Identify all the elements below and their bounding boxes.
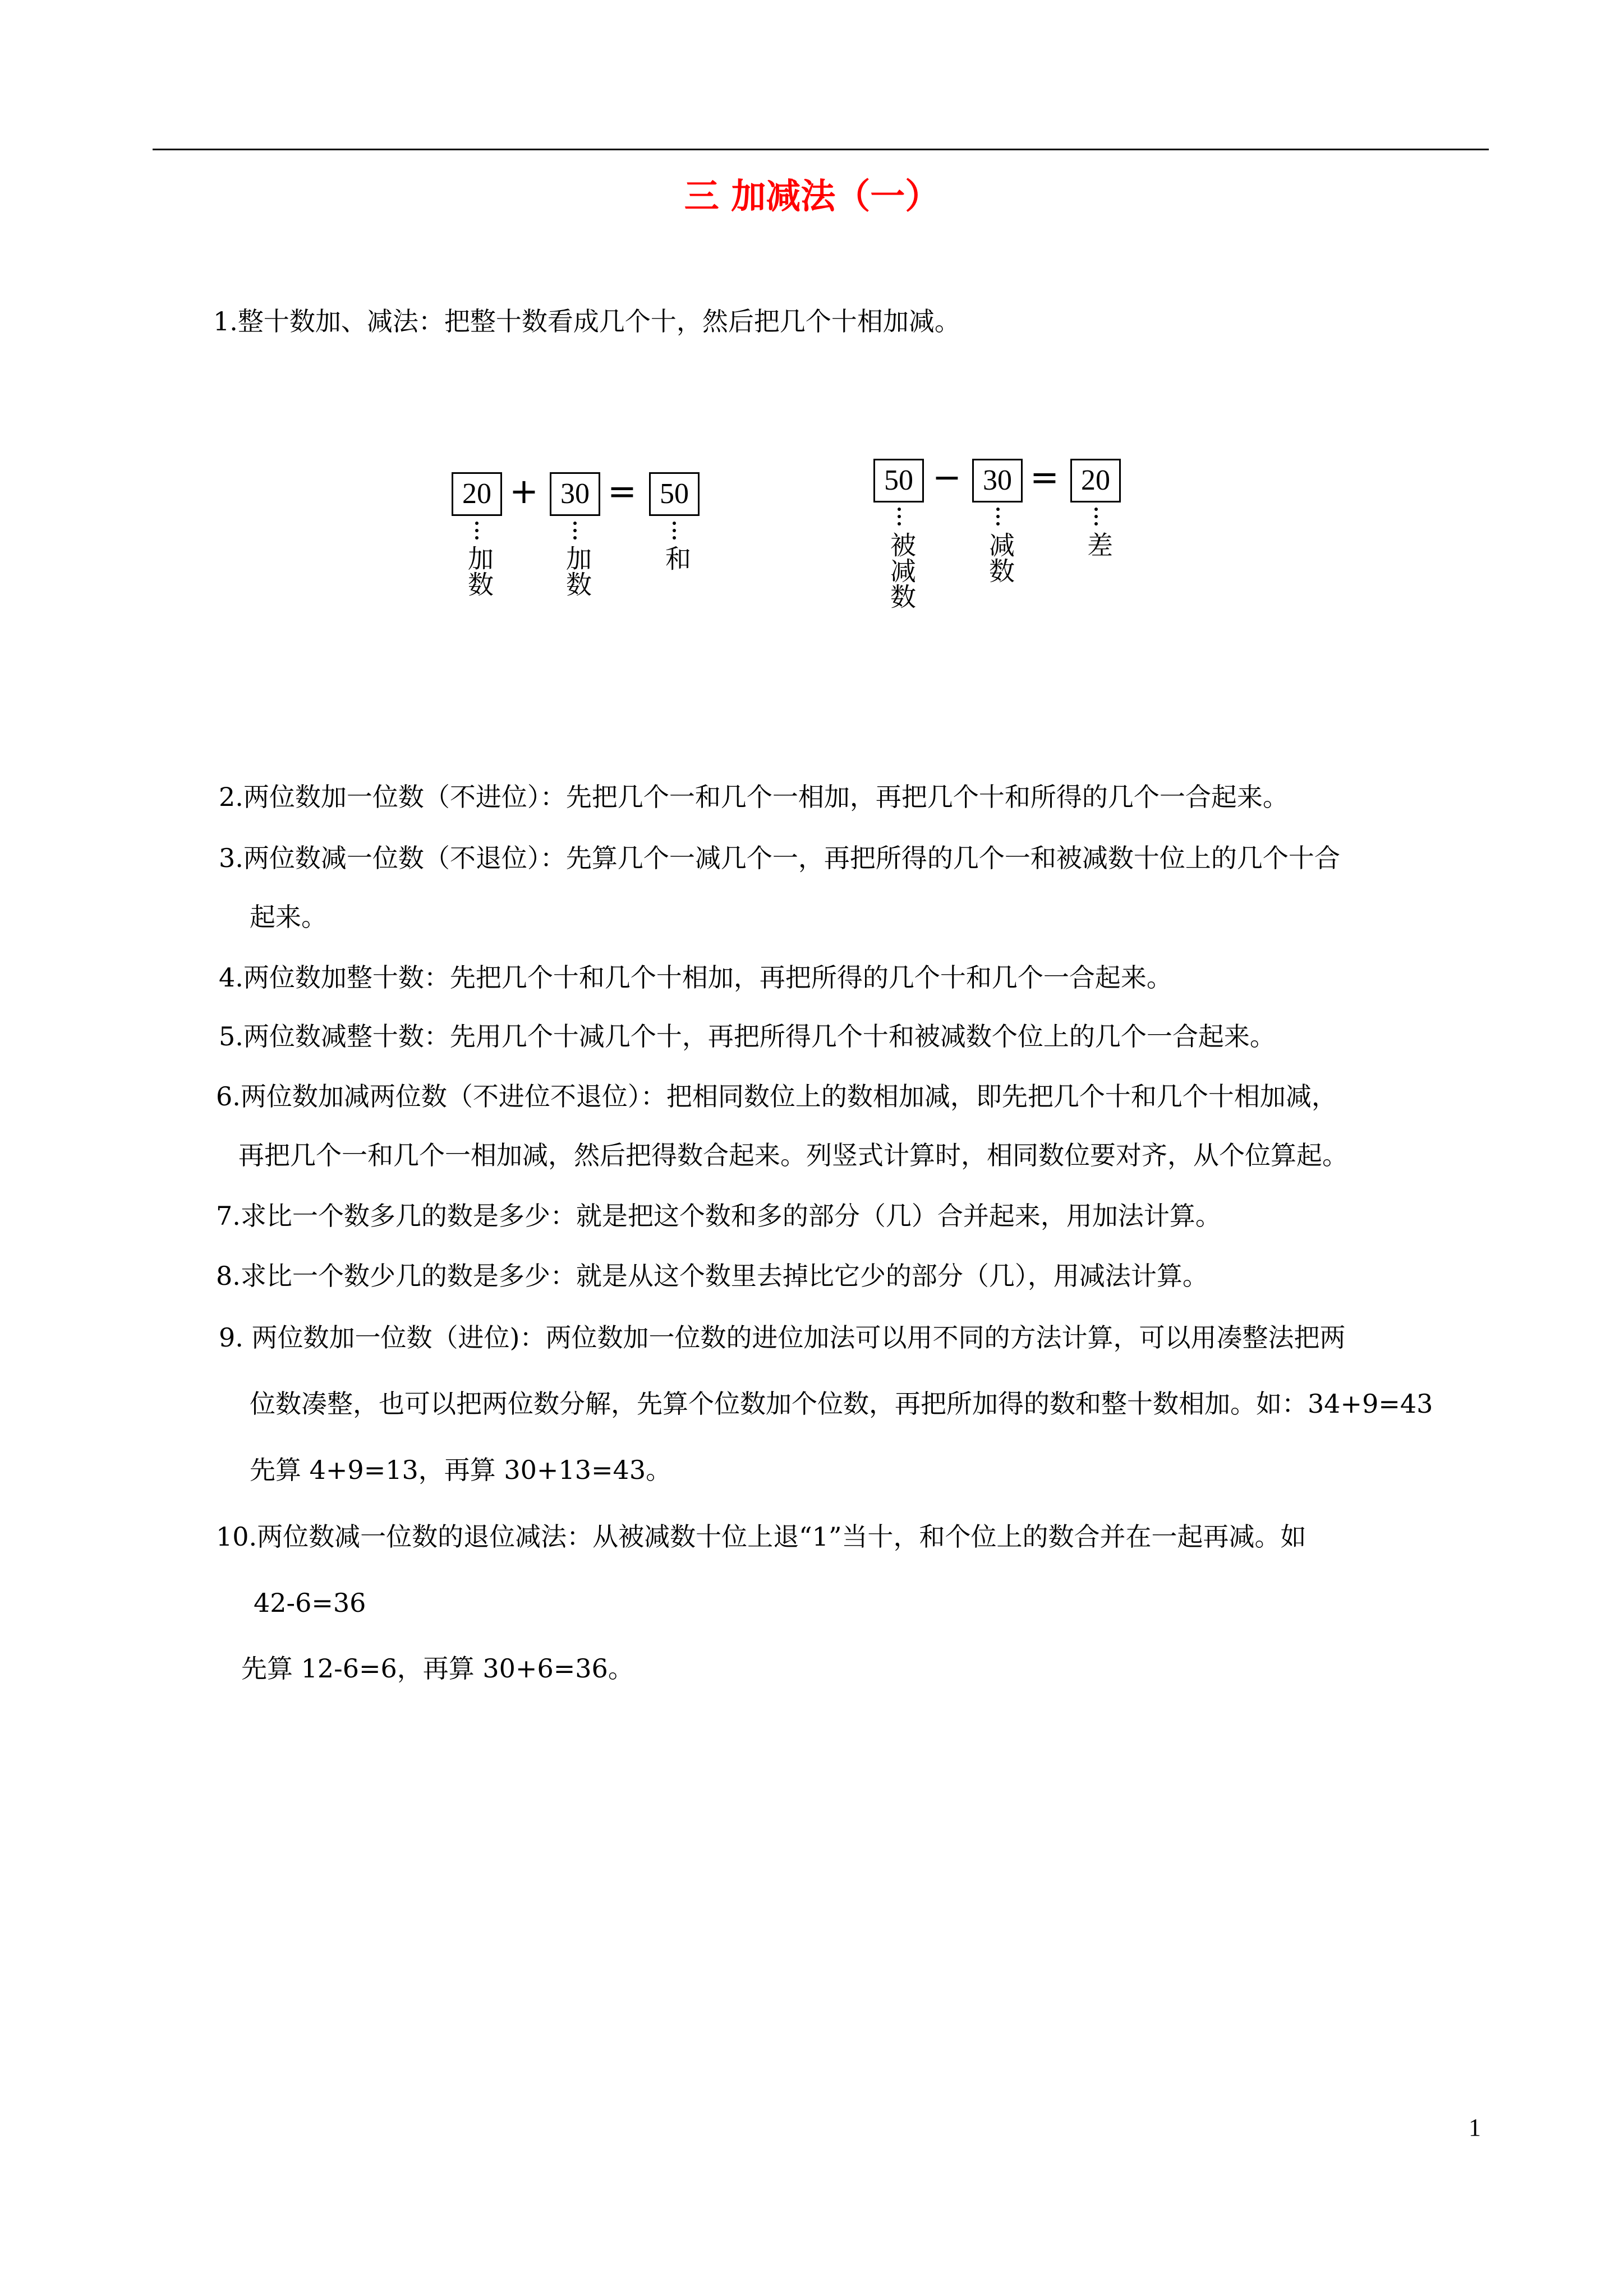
addend-label: 加数 bbox=[464, 545, 494, 597]
addend-label: 加数 bbox=[562, 545, 592, 597]
plus-sign: + bbox=[509, 471, 539, 511]
connector-dots bbox=[673, 522, 676, 543]
list-item: 5.两位数减整十数：先用几个十减几个十，再把所得几个十和被减数个位上的几个一合起来。 bbox=[219, 1021, 1276, 1052]
list-item-continuation: 再把几个一和几个一相加减，然后把得数合起来。列竖式计算时，相同数位要对齐，从个位算起。 bbox=[238, 1140, 1348, 1170]
difference-box: 20 bbox=[1070, 459, 1121, 502]
minuend-label: 被减数 bbox=[886, 532, 917, 609]
list-item: 2.两位数加一位数（不进位）：先把几个一和几个一相加，再把几个十和所得的几个一合起来。 bbox=[219, 782, 1289, 812]
equals-sign: = bbox=[608, 471, 637, 511]
addend-box: 20 bbox=[452, 472, 502, 516]
list-item-continuation: 位数凑整，也可以把两位数分解，先算个位数加个位数，再把所加得的数和整十数相加。如：34+9=43 bbox=[250, 1389, 1433, 1419]
list-item: 6.两位数加减两位数（不进位不退位）：把相同数位上的数相加减，即先把几个十和几个十相加减， bbox=[216, 1081, 1337, 1112]
connector-dots bbox=[1094, 508, 1098, 529]
connector-dots bbox=[475, 522, 479, 543]
connector-dots bbox=[573, 522, 577, 543]
addend-box: 30 bbox=[550, 472, 600, 516]
list-item-continuation: 先算 4+9=13，再算 30+13=43。 bbox=[250, 1455, 672, 1485]
list-item: 3.两位数减一位数（不退位）：先算几个一减几个一，再把所得的几个一和被减数十位上的几个十合 bbox=[219, 843, 1340, 873]
list-item: 4.两位数加整十数：先把几个十和几个十相加，再把所得的几个十和几个一合起来。 bbox=[219, 962, 1172, 993]
list-item: 10.两位数减一位数的退位减法：从被减数十位上退“1”当十，和个位上的数合并在一起再减。如 bbox=[216, 1522, 1306, 1552]
sum-box: 50 bbox=[649, 472, 700, 516]
minuend-box: 50 bbox=[873, 459, 924, 502]
page-number: 1 bbox=[1469, 2114, 1481, 2141]
list-item: 7.求比一个数多几的数是多少：就是把这个数和多的部分（几）合并起来，用加法计算。 bbox=[216, 1201, 1221, 1231]
subtrahend-box: 30 bbox=[972, 459, 1023, 502]
difference-label: 差 bbox=[1083, 532, 1114, 557]
connector-dots bbox=[996, 508, 1000, 529]
list-item-continuation: 42-6=36 bbox=[254, 1588, 366, 1618]
list-item: 8.求比一个数少几的数是多少：就是从这个数里去掉比它少的部分（几），用减法计算。 bbox=[216, 1261, 1208, 1291]
header-rule bbox=[153, 149, 1489, 150]
sum-label: 和 bbox=[661, 545, 692, 571]
subtrahend-label: 减数 bbox=[985, 532, 1015, 583]
list-item: 1.整十数加、减法：把整十数看成几个十，然后把几个十相加减。 bbox=[213, 306, 960, 336]
list-item-continuation: 先算 12-6=6，再算 30+6=36。 bbox=[241, 1653, 634, 1684]
page-title: 三 加减法（一） bbox=[684, 176, 940, 216]
minus-sign: − bbox=[932, 457, 961, 497]
list-item-continuation: 起来。 bbox=[250, 902, 327, 932]
equals-sign: = bbox=[1030, 457, 1059, 497]
list-item: 9. 两位数加一位数（进位)：两位数加一位数的进位加法可以用不同的方法计算，可以用凑整法把两 bbox=[219, 1322, 1346, 1353]
connector-dots bbox=[898, 508, 901, 529]
